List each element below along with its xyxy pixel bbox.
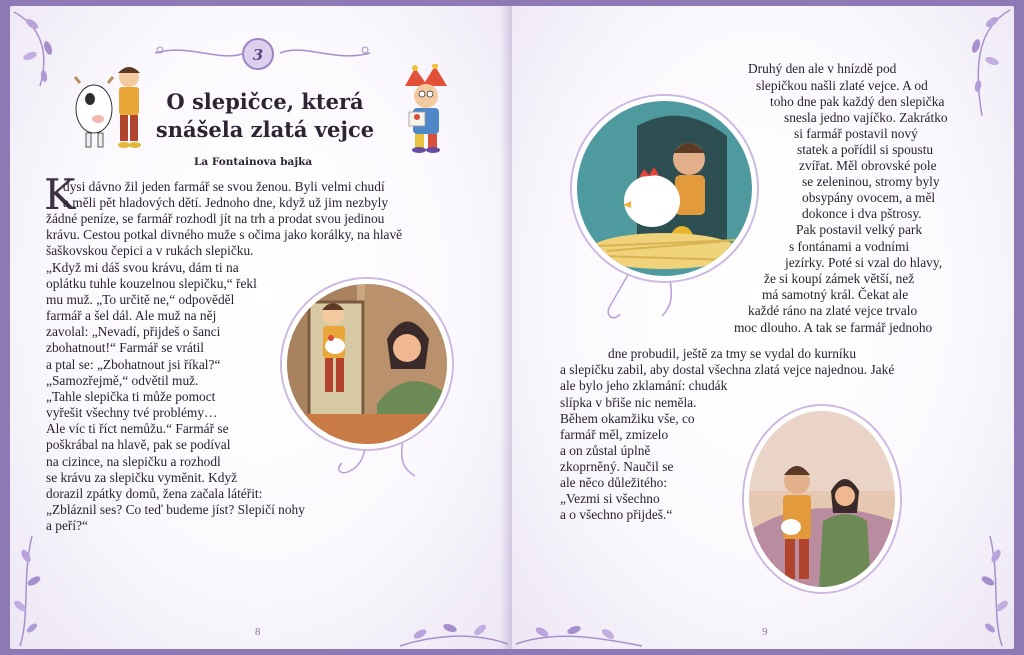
text-line: šaškovskou čepici a v rukách slepičku.	[46, 243, 254, 258]
text-line: že si koupí zámek větší, než	[764, 271, 915, 286]
text-line: má samotný král. Čekat ale	[762, 287, 909, 302]
text-line: „Samozřejmě,“ odvětil muž.	[46, 373, 199, 388]
text-line: krávu. Cestou potkal divného muže s očima jako korálky, na hlavě	[46, 227, 403, 242]
vine-ornament-bottom-right-icon	[390, 596, 512, 649]
text-line: ale něco důležitého:	[560, 475, 668, 490]
text-line: se krávu za slepičku vyměnit. Když	[46, 470, 238, 485]
text-line: „Vezmi si všechno	[560, 491, 660, 506]
page-number-right: 9	[762, 626, 768, 638]
jester-with-hen-icon	[395, 64, 457, 154]
story-title-line-2: snášela zlatá vejce	[155, 117, 375, 142]
text-line: zavolal: „Nevadí, přijdeš o šanci	[46, 324, 221, 339]
text-line: a ptal se: „Zbohatnout jsi říkal?“	[46, 357, 221, 372]
text-line: „Když mi dáš svou krávu, dám ti na	[46, 260, 239, 275]
text-line: Pak postavil velký park	[796, 222, 923, 237]
text-line: a měli pět hladových dětí. Jednoho dne, když už jim nezbyly	[63, 195, 389, 210]
text-line: snesla jedno vajíčko. Zakrátko	[784, 110, 948, 125]
text-line: farmář a šel dál. Ale muž na něj	[46, 308, 217, 323]
vine-ornament-bottom-right-page-icon	[952, 526, 1014, 649]
text-line: Ale víc ti říct nemůžu.“ Farmář se	[46, 421, 229, 436]
drop-cap: K	[44, 170, 76, 219]
text-line: a peří?“	[46, 518, 88, 533]
text-line: žádné peníze, se farmář rozhodl jít na trh a prodat svou jedinou	[46, 211, 385, 226]
illustration-hen-golden-egg	[572, 96, 757, 281]
text-line: a o všechno přijdeš.“	[560, 507, 673, 522]
story-title-line-1: O slepičce, která	[166, 89, 364, 114]
chapter-number-badge: 3	[242, 38, 274, 70]
page-number-left: 8	[255, 626, 261, 638]
text-line: vyřešit všechny tvé problémy…	[46, 405, 218, 420]
left-page	[10, 6, 512, 649]
text-line: zvířat. Měl obrovské pole	[799, 158, 937, 173]
text-line: oplátku tuhle kouzelnou slepičku,“ řekl	[46, 276, 257, 291]
text-line: toho dne pak každý den slepička	[770, 94, 945, 109]
illustration-farmer-wife-shocked	[744, 406, 900, 592]
text-line: dysi dávno žil jeden farmář se svou ženou. Byli velmi chudí	[63, 179, 385, 194]
text-line: mu muž. „To určitě ne,“ odpověděl	[46, 292, 235, 307]
text-line: s fontánami a vodními	[789, 239, 910, 254]
text-line: obsypány ovocem, a měl	[802, 190, 936, 205]
text-line: dokonce i dva pštrosy.	[802, 206, 922, 221]
illustration-farmer-and-wife	[282, 279, 452, 449]
text-line: si farmář postavil nový	[794, 126, 918, 141]
text-line: slepičkou našli zlaté vejce. A od	[756, 78, 928, 93]
text-line: slípka v břiše nic neměla.	[560, 395, 697, 410]
text-line: se zeleninou, stromy byly	[802, 174, 940, 189]
text-line: dorazil zpátky domů, žena začala látéřit:	[46, 486, 263, 501]
text-line: jezírky. Poté si vzal do hlavy,	[785, 255, 943, 270]
text-line: „Zbláznil ses? Co teď budeme jíst? Slepičí nohy	[46, 502, 305, 517]
text-line: zbohatnout!“ Farmář se vrátil	[46, 340, 205, 355]
text-line: moc dlouho. A tak se farmář jednoho	[734, 320, 933, 335]
text-line: ale bylo jeho zklamání: chudák	[560, 378, 728, 393]
story-subtitle: La Fontainova bajka	[194, 156, 313, 168]
text-line: poškrábal na hlavě, pak se podíval	[46, 437, 231, 452]
text-line: „Tahle slepička ti může pomoct	[46, 389, 216, 404]
vine-ornament-bottom-left-page-icon	[512, 596, 652, 649]
text-line: farmář měl, zmizelo	[560, 427, 669, 442]
text-line: na cizince, na slepičku a rozhodl	[46, 454, 221, 469]
text-line: zkoprněný. Naučil se	[560, 459, 674, 474]
text-line: a on zůstal úplně	[560, 443, 651, 458]
text-line: každé ráno na zlaté vejce trvalo	[748, 303, 918, 318]
text-line: statek a pořídil si spoustu	[797, 142, 934, 157]
text-line: a slepičku zabil, aby dostal všechna zlatá vejce najednou. Jaké	[560, 362, 895, 377]
vine-ornament-bottom-left-icon	[10, 526, 70, 649]
text-line: Druhý den ale v hnízdě pod	[748, 61, 897, 76]
text-line: dne probudil, ještě za tmy se vydal do kurníku	[608, 346, 857, 361]
right-page	[512, 6, 1014, 649]
text-line: Během okamžiku vše, co	[560, 411, 695, 426]
